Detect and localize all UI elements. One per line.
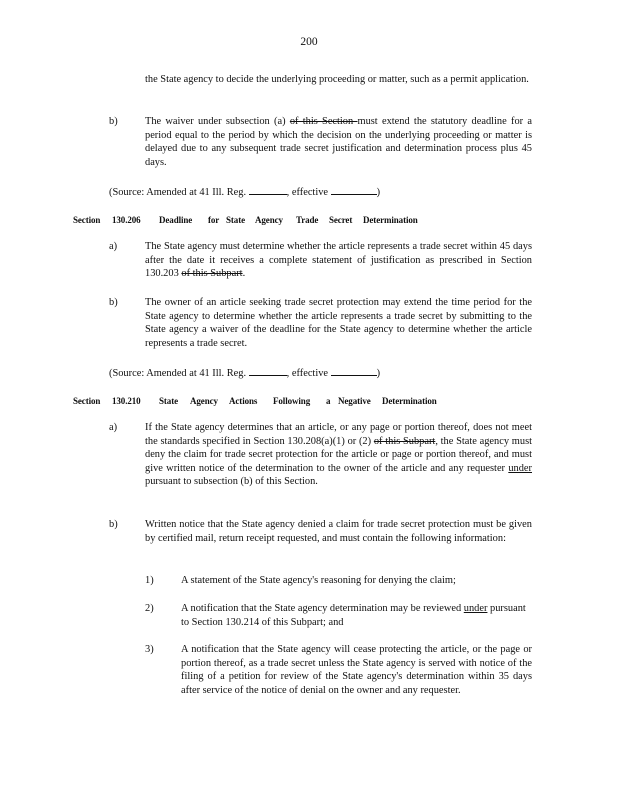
intro-b-deleted-text: of this Section (289, 116, 358, 127)
section-word: Section (73, 396, 101, 406)
source-note-pre: (Source: Amended at 41 Ill. Reg. (109, 187, 249, 198)
source-note (109, 366, 380, 381)
section-title-word: Agency (255, 215, 283, 225)
list-item-label: 3) (145, 644, 154, 655)
section-210-a-text-mid: , the State agency must deny the claim for trade secret protection for the article or page or portion thereof, and must give written notice of the determination to the owner of the article and any requester (145, 435, 533, 474)
source-note (109, 185, 380, 200)
source-date-blank (331, 366, 377, 376)
section-title-word: Determination (382, 396, 437, 406)
section-number: 130.206 (112, 215, 141, 225)
section-title-word: Agency (190, 396, 218, 406)
section-number: 130.210 (112, 396, 141, 406)
intro-b-paragraph (145, 115, 532, 169)
source-reg-blank (249, 366, 287, 376)
list-item-label: 1) (145, 575, 154, 586)
source-note-pre: (Source: Amended at 41 Ill. Reg. (109, 368, 249, 379)
intro-b-text-pre: The waiver under subsection (a) (145, 116, 290, 127)
section-210-a-paragraph (145, 421, 532, 489)
section-206-a-label: a) (109, 241, 118, 252)
section-210-a-text-post: pursuant to subsection (b) of this Section. (145, 476, 318, 488)
section-210-a-text-pre: If the State agency determines that an article, or any page or portion thereof, does not meet the standards specified in Section 130.208(a)(1) or (2) (145, 422, 532, 447)
continuation-paragraph: the State agency to decide the underlying proceeding or matter, such as a permit application. (145, 74, 529, 85)
source-date-blank (331, 185, 377, 195)
section-title-word: Actions (229, 396, 258, 406)
section-word: Section (73, 215, 101, 225)
section-210-a-deleted-text: of this Subpart (373, 435, 436, 447)
list-item-label: 2) (145, 603, 154, 614)
section-title-word: for (208, 215, 220, 225)
list-item-inserted-text: under (463, 603, 488, 614)
section-title-word: State (159, 396, 178, 406)
section-title-word: Deadline (159, 215, 193, 225)
section-title-word: a (326, 396, 331, 406)
source-reg-blank (249, 185, 287, 195)
intro-b-label: b) (109, 116, 118, 127)
section-title-word: Trade (296, 215, 319, 225)
section-title-word: State (226, 215, 245, 225)
section-title-word: Secret (329, 215, 353, 225)
section-206-b-label: b) (109, 297, 118, 308)
source-note-mid: , effective (286, 368, 331, 379)
section-210-a-label: a) (109, 422, 118, 433)
section-206-a-text-pre: The State agency must determine whether the article represents a trade secret within 45 days after the date it receives a complete statement of justification as prescribed in Section 130.203 (145, 241, 532, 280)
section-heading-130-210 (73, 395, 533, 407)
section-210-a-inserted-text: under (508, 462, 532, 474)
source-note-end: ) (376, 368, 381, 379)
section-heading-130-206 (73, 214, 533, 226)
section-206-a-paragraph (145, 240, 532, 281)
section-title-word: Determination (363, 215, 418, 225)
page-number: 200 (300, 36, 318, 48)
section-206-b-paragraph: The owner of an article seeking trade secret protection may extend the time period for the State agency to determine whether the article represents a trade secret by submitting to the State agency a waiver of the deadline for the State agency to determine whether the article represents a trade secret. (145, 297, 532, 349)
list-item-text-pre: A notification that the State agency determination may be reviewed (181, 603, 464, 614)
intro-b-text-post: must extend the statutory deadline for a period equal to the period by which the decision on the underlying proceeding or matter is delayed due to any subsequent trade secret justification and determination process plus 45 days. (145, 116, 532, 168)
source-note-mid: , effective (286, 187, 331, 198)
source-note-end: ) (376, 187, 381, 198)
section-title-word: Negative (338, 396, 371, 406)
section-210-b-label: b) (109, 519, 118, 530)
list-item: A notification that the State agency will cease protecting the article, or the page or portion thereof, as a trade secret unless the State agency is served with notice of the filing of a petition for review of the State agency's determination within 35 days after service of the notice of denial on the owner and any requester. (181, 644, 532, 696)
section-210-b-paragraph: Written notice that the State agency denied a claim for trade secret protection must be given by certified mail, return receipt requested, and must contain the following information: (145, 519, 532, 544)
list-item: A statement of the State agency's reasoning for denying the claim; (181, 575, 456, 586)
list-item (181, 602, 532, 629)
section-title-word: Following (273, 396, 311, 406)
section-206-a-deleted-text: of this Subpart (181, 268, 243, 280)
list-item-text-post: pursuant to Section 130.214 of this Subpart; and (181, 603, 526, 628)
section-206-a-text-post: . (242, 268, 246, 280)
